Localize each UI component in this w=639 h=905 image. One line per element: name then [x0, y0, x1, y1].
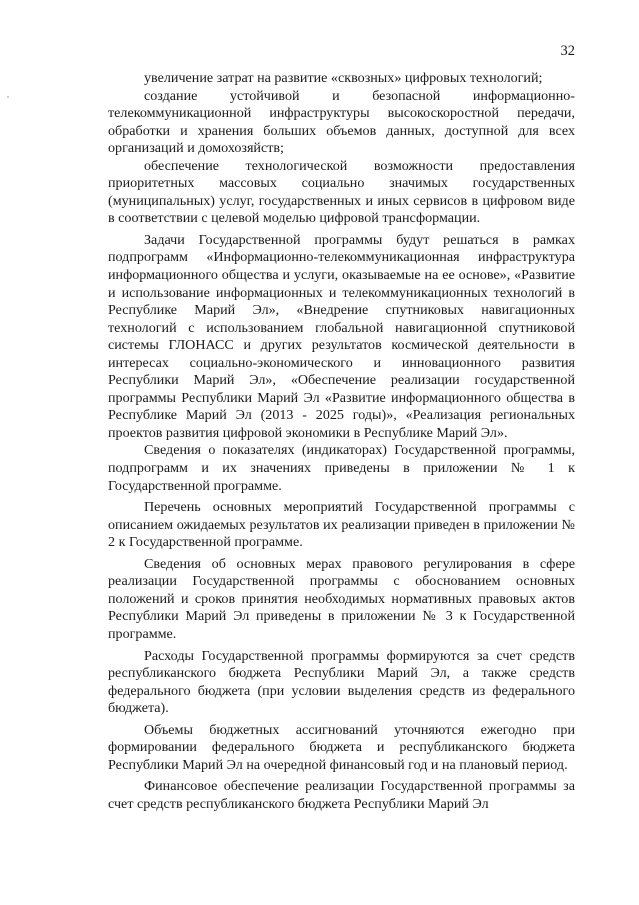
paragraph-5: Сведения о показателях (индикаторах) Государственной программы, подпрограмм и их значениях приведены в приложении № 1 к Государственной программе.: [108, 442, 575, 494]
paragraph-6: Перечень основных мероприятий Государственной программы с описанием ожидаемых результатов их реализации приведен в приложении № 2 к Государственной программе.: [108, 499, 575, 551]
document-body: [108, 70, 575, 813]
paragraph-1: увеличение затрат на развитие «сквозных» цифровых технологий;: [144, 70, 543, 86]
page-number: 32: [560, 43, 575, 59]
paragraph-4: Задачи Государственной программы будут решаться в рамках подпрограмм «Информационно-телекоммуникационная инфраструктура информационного общества и услуги, оказываемые на ее основе», «Развитие и использование информационных и телекоммуникационных технологий в Республике Марий Эл», «Внедрение спутниковых навигационных технологий с использованием глобальной навигационной спутниковой системы ГЛОНАСС и других результатов космической деятельности в интересах социально-экономического и инновационного развития Республики Марий Эл», «Обеспечение реализации государственной программы Республики Марий Эл «Развитие информационного общества в Республике Марий Эл (2013 - 2025 годы)», «Реализация региональных проектов развития цифровой экономики в Республике Марий Эл».: [108, 231, 575, 441]
scan-mark: [7, 96, 9, 98]
paragraph-8: Расходы Государственной программы формируются за счет средств республиканского бюджета Республики Марий Эл, а также средств федерального бюджета (при условии выделения средств из федерального бюджета).: [108, 647, 575, 717]
paragraph-10: Финансовое обеспечение реализации Государственной программы за счет средств республиканского бюджета Республики Марий Эл: [108, 778, 575, 812]
paragraph-3: обеспечение технологической возможности предоставления приоритетных массовых социально значимых государственных (муниципальных) услуг, государственных и иных сервисов в цифровом виде в соответствии с целевой моделью цифровой трансформации.: [108, 157, 575, 227]
paragraph-2: создание устойчивой и безопасной информационно-телекоммуникационной инфраструктуры высокоскоростной передачи, обработки и хранения больших объемов данных, доступной для всех организаций и домохозяйств;: [108, 87, 575, 157]
paragraph-9: Объемы бюджетных ассигнований уточняются ежегодно при формировании федерального бюджета и республиканского бюджета Республики Марий Эл на очередной финансовый год и на плановый период.: [108, 721, 575, 773]
paragraph-7: Сведения об основных мерах правового регулирования в сфере реализации Государственной программы с обоснованием основных положений и сроков принятия необходимых нормативных правовых актов Республики Марий Эл приведены в приложении № 3 к Государственной программе.: [108, 555, 575, 642]
